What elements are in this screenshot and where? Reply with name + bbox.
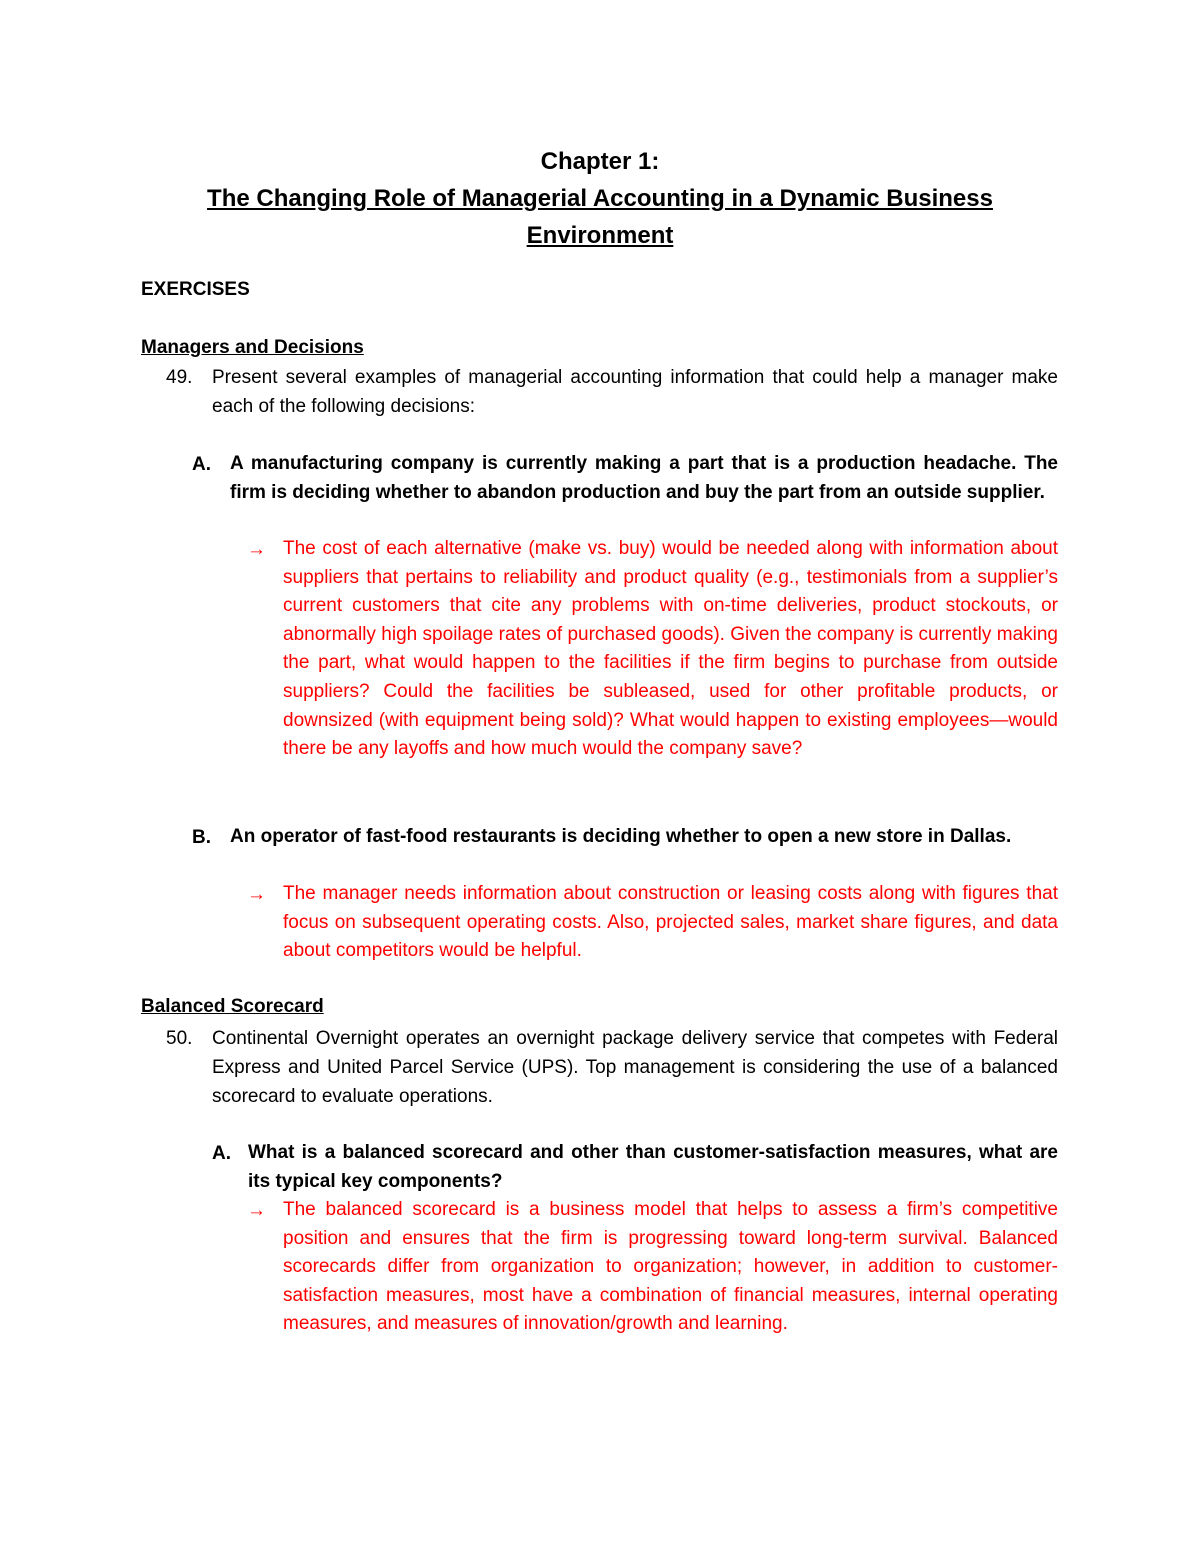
question-number-50: 50.	[166, 1028, 193, 1049]
question-text-49: Present several examples of managerial accounting information that could help a manager make each of the following decisions:	[212, 367, 1058, 417]
part-letter-49b: B.	[192, 827, 211, 848]
section-heading-balanced-scorecard: Balanced Scorecard	[141, 996, 324, 1017]
part-text-49a: A manufacturing company is currently making a part that is a production headache. The firm is deciding whether to abandon production and buy the part from an outside supplier.	[230, 453, 1058, 503]
part-letter-49a: A.	[192, 454, 211, 475]
arrow-right-icon: →	[247, 539, 266, 560]
answer-text-50a: The balanced scorecard is a business model that helps to assess a firm’s competitive position and ensures that the firm is progressing toward long-term survival. Balanced scorecards differ from organization to organization; however, in addition to customer-satisfaction measures, most have a combination of financial measures, internal operating measures, and measures of innovation/growth and learning.	[283, 1199, 1058, 1335]
answer-text-49a: The cost of each alternative (make vs. buy) would be needed along with information about suppliers that pertains to reliability and product quality (e.g., testimonials from a supplier’s current customers that cite any problems with on-time deliveries, product stockouts, or abnormally high spoilage rates of purchased goods). Given the company is currently making the part, what would happen to the facilities if the firm begins to purchase from outside suppliers? Could the facilities be subleased, used for other profitable products, or downsized (with equipment being sold)? What would happen to existing employees—would there be any layoffs and how much would the company save?	[283, 538, 1058, 760]
exercises-heading: EXERCISES	[141, 279, 250, 300]
chapter-title: The Changing Role of Managerial Accounting in a Dynamic Business Environment	[207, 185, 993, 249]
answer-text-49b: The manager needs information about construction or leasing costs along with figures that focus on subsequent operating costs. Also, projected sales, market share figures, and data about competitors would be helpful.	[283, 883, 1058, 962]
part-text-50a: What is a balanced scorecard and other than customer-satisfaction measures, what are its typical key components?	[248, 1142, 1058, 1192]
section-heading-managers-decisions: Managers and Decisions	[141, 337, 364, 358]
question-text-50: Continental Overnight operates an overnight package delivery service that competes with Federal Express and United Parcel Service (UPS). Top management is considering the use of a balanced scorecard to evaluate operations.	[212, 1028, 1058, 1107]
arrow-right-icon: →	[247, 1200, 266, 1221]
part-text-49b: An operator of fast-food restaurants is deciding whether to open a new store in Dallas.	[230, 826, 1012, 847]
question-number-49: 49.	[166, 367, 193, 388]
part-letter-50a: A.	[212, 1143, 231, 1164]
chapter-label: Chapter 1:	[540, 148, 660, 175]
arrow-right-icon: →	[247, 884, 266, 905]
